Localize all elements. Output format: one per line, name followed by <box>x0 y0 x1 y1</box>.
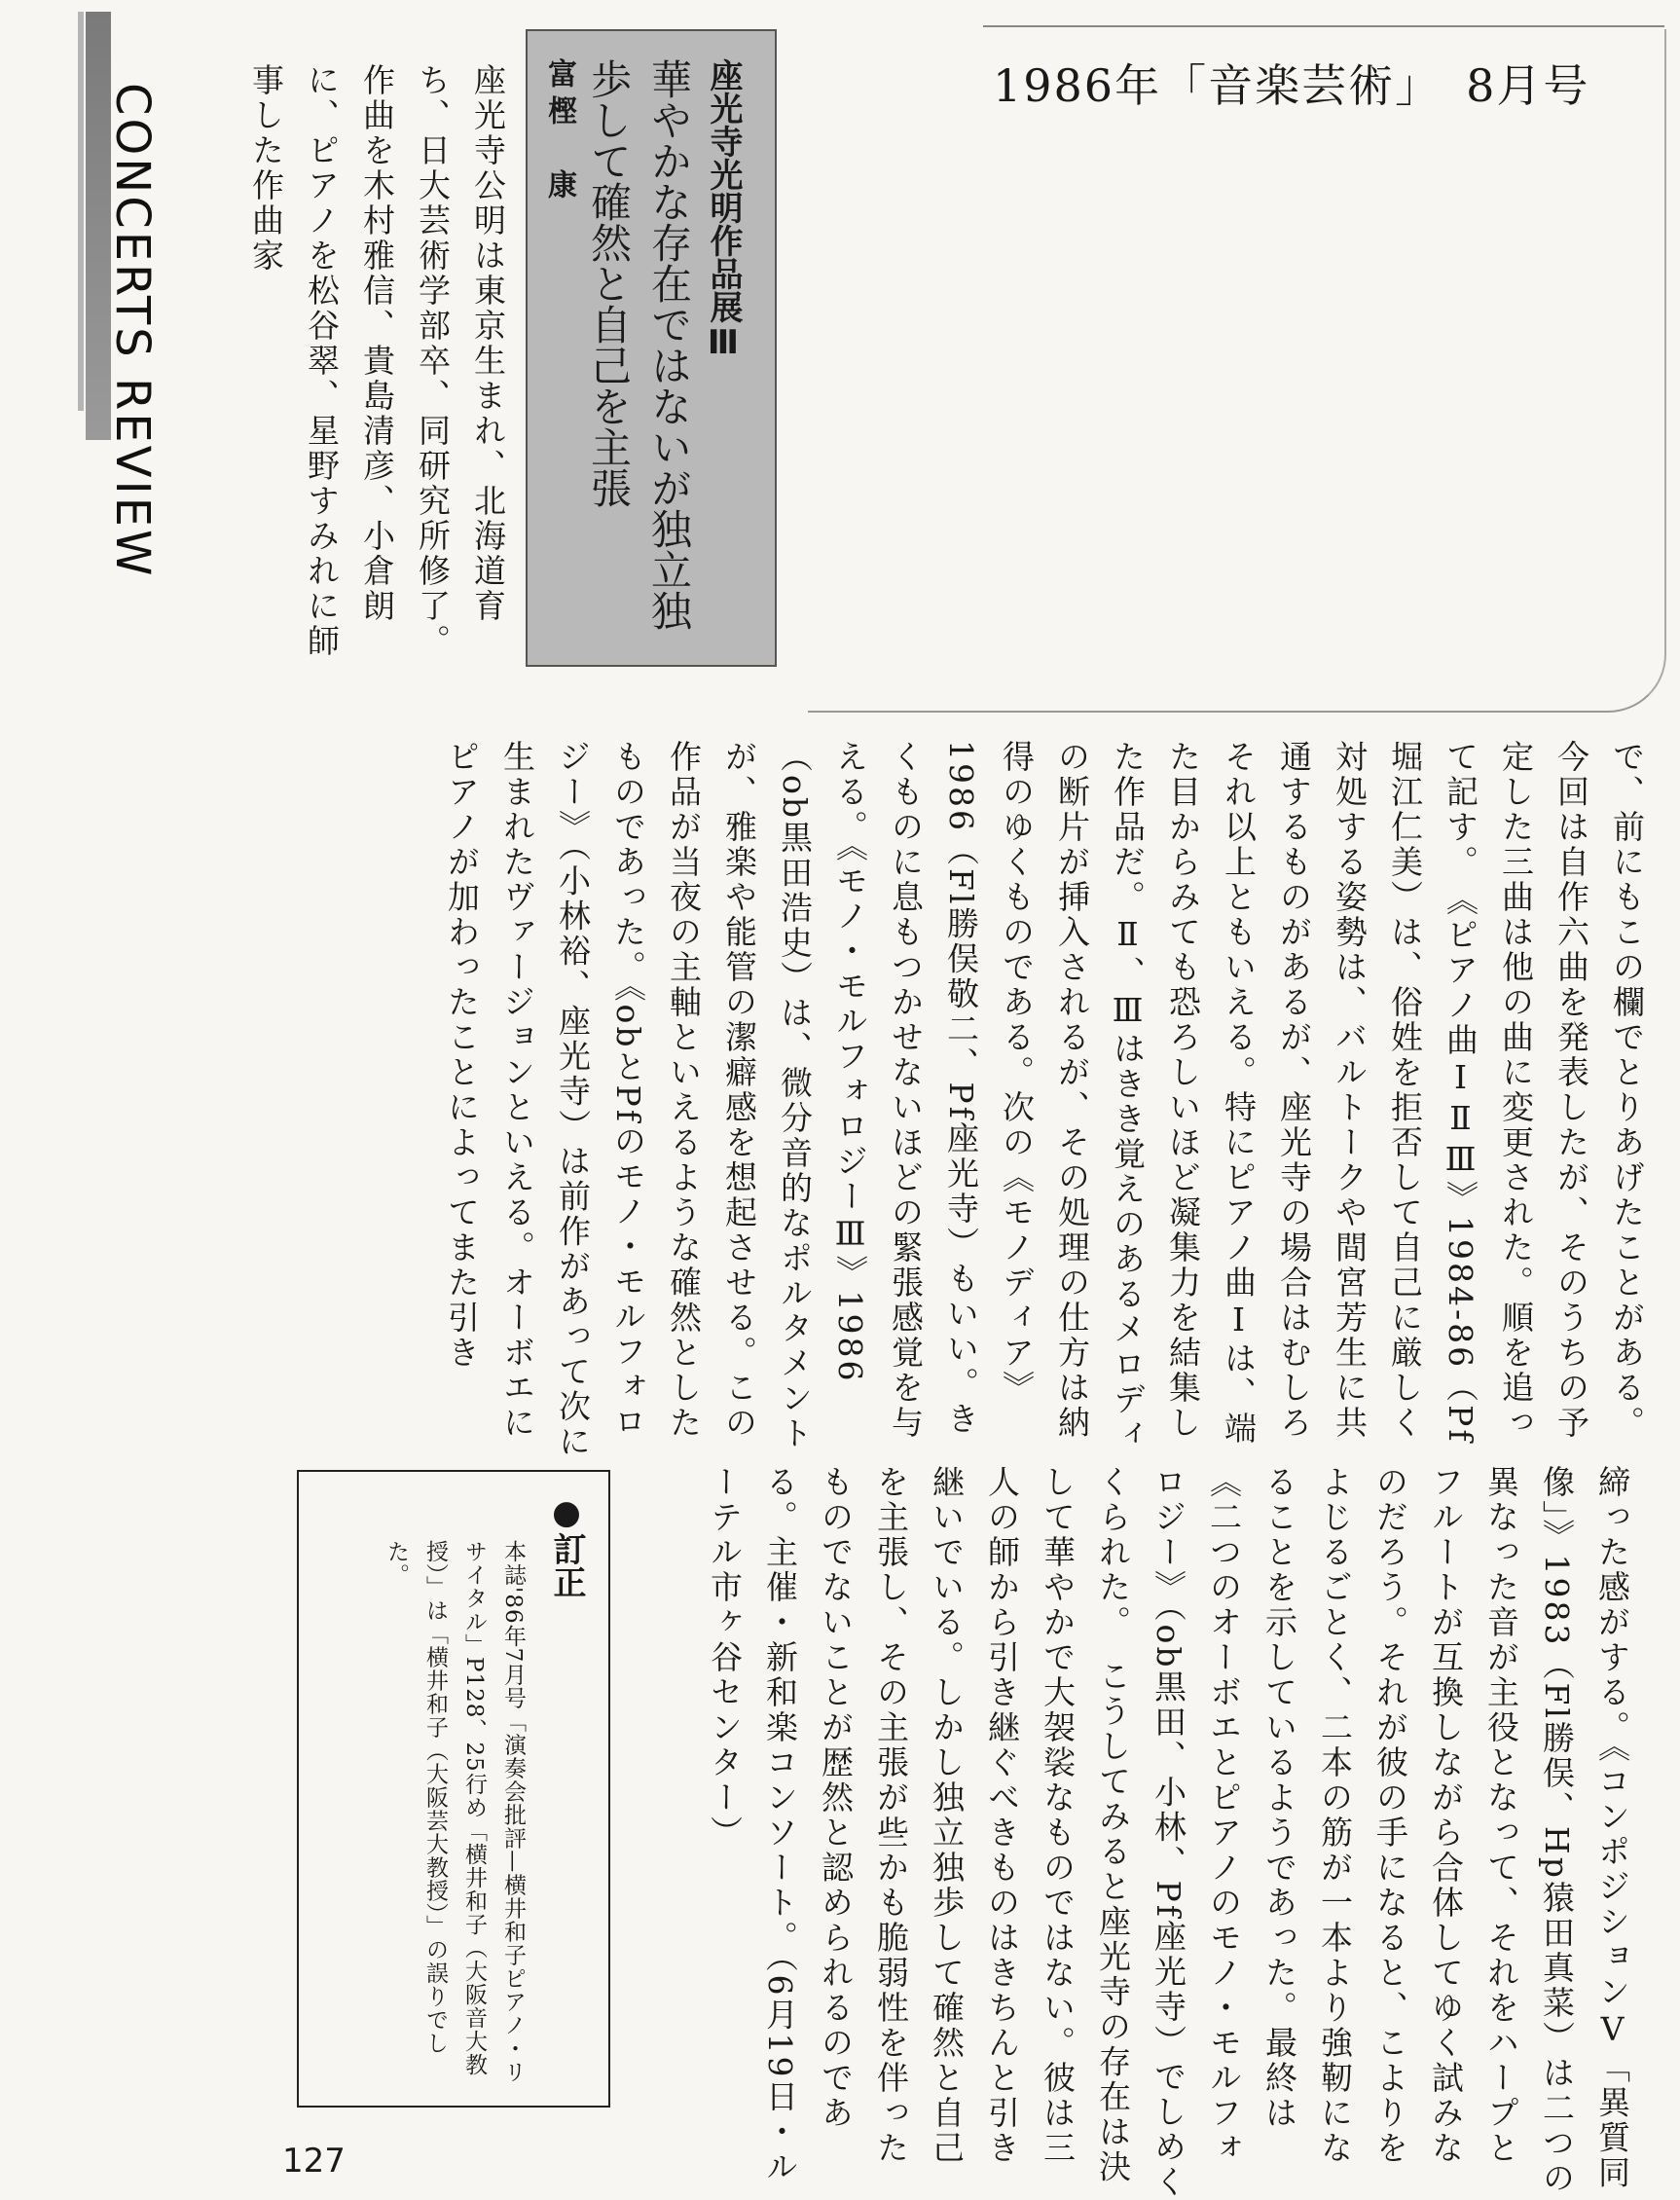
correction-body: 本誌'86年7月号「演奏会批評—横井和子ピアノ・リサイタル」P128、25行め「横井和子（大阪音大教授）」は「横井和子（大阪芸大教授）」の誤りでした。 <box>383 1540 526 2084</box>
issue-header: 1986年「音楽芸術」 8月号 <box>993 59 1590 112</box>
review-body: で、前にもこの欄でとりあげたことがある。今回は自作六曲を発表したが、そのうちの予定した三曲は他の曲に変更された。順を追って記す。 《ピアノ曲ⅠⅡⅢ》1984-86（Pf堀江仁美）は、俗姓を拒否して自己に厳しく対処する姿勢は、バルトークや間宮芳生に共通するものがあるが、座光寺の場合はむしろそれ以上ともいえる。特にピアノ曲Ⅰは、端た目からみても恐ろしいほど凝集力を結集した作品だ。Ⅱ、Ⅲはきき覚えのあるメロディの断片が挿入されるが、その処理の仕方は納得のゆくものである。次の《モノディア》1986（Fl勝俣敬二、Pf座光寺）もいい。きくものに息もつかせないほどの緊張感覚を与える。《モノ・モルフォロジーⅢ》1986（ob黒田浩史）は、微分音的なポルタメントが、雅楽や能管の潔癖感を想起させる。この作品が当夜の主軸といえるような確然としたものであった。《obとPfのモノ・モルフォロジー》（小林裕、座光寺）は前作があって次に生まれたヴァージョンといえる。オーボエにピアノが加わったことによってまた引き <box>443 740 1646 1460</box>
author-name: 富樫 康 <box>542 58 576 206</box>
concert-series-title: 座光寺光明作品展Ⅲ <box>704 58 743 362</box>
headline: 華やかな存在ではないが独立独歩して確然と自己を主張 <box>585 58 693 631</box>
review-body-continued: 締った感がする。《コンポジションⅤ「異質同像」》1983（Fl勝俣、Hp猿田真菜）は二つの異なった音が主役となって、それをハープとフルートが互換しながら合体してゆく試みなのだろう。それが彼の手になると、こよりをよじるごとく、二本の筋が一本より強靭になることを示しているようであった。最終は《二つのオーボエとピアノのモノ・モルフォロジー》（ob黒田、小林、Pf座光寺）でしめくくられた。 こうしてみると座光寺の存在は決して華やかで大袈裟なものではない。彼は三人の師から引き継ぐべきものはきちんと引き継いでいる。しかし独立独歩して確然と自己を主張し、その主張が些かも脆弱性を伴ったものでないことが歴然と認められるのである。主催・新和楽コンソート。（6月19日・ルーテル市ヶ谷センター） <box>706 1465 1631 2200</box>
article-title-box <box>526 29 777 667</box>
page-number: 127 <box>282 2142 346 2181</box>
correction-title: ●訂正 <box>547 1493 586 1598</box>
section-label: CONCERTS REVIEW <box>105 83 160 579</box>
decorative-strip <box>78 12 84 411</box>
correction-box <box>297 1470 610 2108</box>
clipping-rule <box>983 25 1664 27</box>
clipping-edge <box>808 29 1666 713</box>
intro-column: 座光寺公明は東京生まれ、北海道育ち、日大芸術学部卒、同研究所修了。作曲を木村雅信、貴島清彦、小倉朗に、ピアノを松谷翠、星野すみれに師事した作曲家 <box>247 63 507 659</box>
